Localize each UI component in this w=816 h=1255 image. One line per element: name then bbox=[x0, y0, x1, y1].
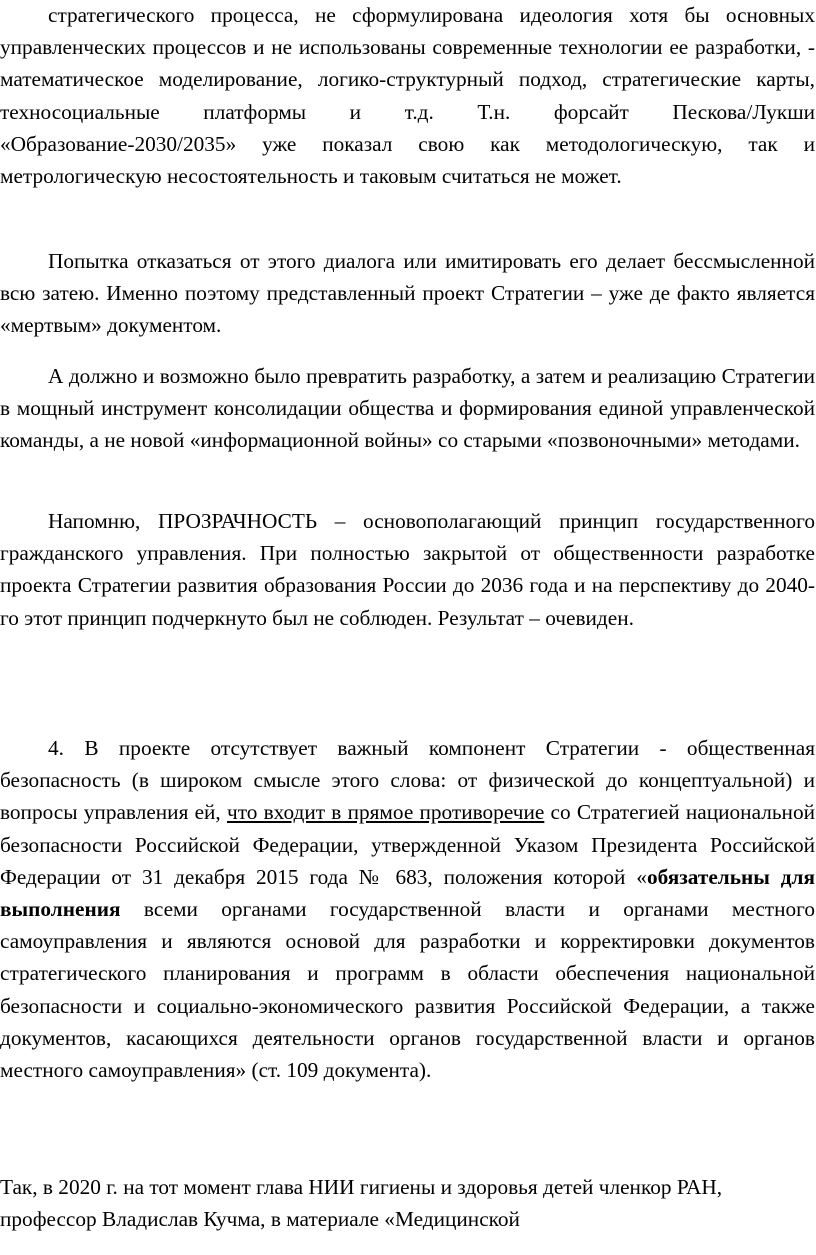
underlined-text: что входит в прямое противоречие bbox=[227, 800, 545, 825]
paragraph-strategic-process bbox=[0, 0, 815, 192]
paragraph-kuchma bbox=[0, 1171, 815, 1235]
paragraph-text-part: всеми органами государственной власти и органами местного самоуправления и являются основой для разработки и корректировки документов стратегического планирования и программ в области обеспечения национальной безопасности и социально-экономического развития Российской Федерации, а также документов, касающихся деятельности органов государственной власти и органов местного самоуправления» (ст. 109 документа). bbox=[0, 897, 815, 1083]
paragraph-text: Так, в 2020 г. на тот момент глава НИИ гигиены и здоровья детей членкор РАН, профессор Владислав Кучма, в материале «Медицинской bbox=[0, 1175, 723, 1232]
bold-text: обязательны для выполнения bbox=[0, 864, 815, 922]
paragraph-text: А должно и возможно было превратить разработку, а затем и реализацию Стратегии в мощный инструмент консолидации общества и формирования единой управленческой команды, а не новой «информационной войны» со старыми «позвоночными» методами. bbox=[0, 364, 815, 453]
paragraph-public-security bbox=[0, 732, 815, 1086]
paragraph-text-part: 4. В проекте отсутствует важный компонент Стратегии - общественная безопасность (в широком смысле этого слова: от физической до концептуальной) и вопросы управления ей, bbox=[0, 736, 815, 825]
paragraph-text: Напомню, ПРОЗРАЧНОСТЬ – основополагающий принцип государственного гражданского управления. При полностью закрытой от общественности разработке проекта Стратегии развития образования России до 2036 года и на перспективу до 2040-го этот принцип подчеркнуто был не соблюден. Результат – очевиден. bbox=[0, 509, 815, 630]
paragraph-text: стратегического процесса, не сформулирована идеология хотя бы основных управленческих процессов и не использованы современные технологии ее разработки, - математическое моделирование, логико-структурный подход, стратегические карты, техносоциальные платформы и т.д. Т.н. форсайт Пескова/Лукши «Образование-2030/2035» уже показал свою как методологическую, так и метрологическую несостоятельность и таковым считаться не может. bbox=[0, 3, 815, 189]
paragraph-text-part: со Стратегией национальной безопасности Российской Федерации, утвержденной Указом Президента Российской Федерации от 31 декабря 2015 года № 683, положения которой « bbox=[0, 800, 815, 889]
paragraph-consolidation-tool bbox=[0, 360, 815, 457]
paragraph-text: Попытка отказаться от этого диалога или имитировать его делает бессмысленной всю затею. Именно поэтому представленный проект Стратегии – уже де факто является «мертвым» документом. bbox=[0, 249, 815, 338]
paragraph-transparency bbox=[0, 505, 815, 634]
paragraph-dialogue-attempt bbox=[0, 245, 815, 342]
